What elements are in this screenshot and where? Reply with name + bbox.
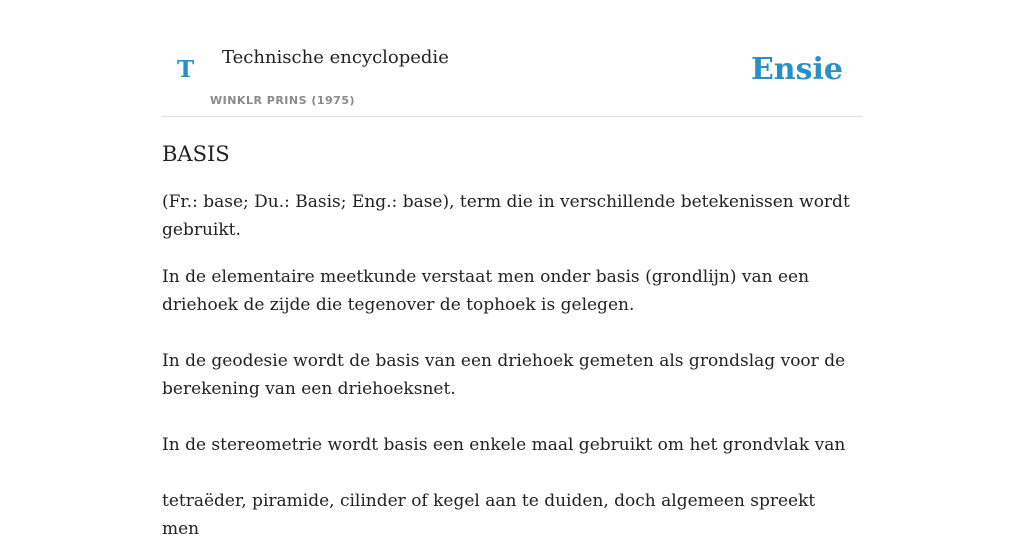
article-paragraph: In de stereometrie wordt basis een enkele maal gebruikt om het grondvlak van: [162, 435, 846, 455]
article-paragraph: tetraëder, piramide, cilinder of kegel aan te duiden, doch algemeen spreekt men: [162, 491, 816, 539]
ensie-brand-logo[interactable]: Ensie: [750, 52, 843, 87]
header: [162, 0, 862, 117]
encyclopedia-title-link[interactable]: Technische encyclopedie: [222, 47, 449, 68]
article-paragraph: In de geodesie wordt de basis van een driehoek gemeten als grondslag voor de berekening van een driehoeksnet.: [162, 351, 846, 399]
article: [162, 138, 852, 543]
article-paragraph: In de elementaire meetkunde verstaat men onder basis (grondlijn) van een driehoek de zijde die tegenover de tophoek is gelegen.: [162, 267, 810, 315]
encyclopedia-subtitle: WINKLR PRINS (1975): [210, 94, 356, 107]
encyclopedia-logo-icon[interactable]: T: [177, 56, 195, 83]
article-title: BASIS: [162, 142, 230, 166]
article-paragraph: (Fr.: base; Du.: Basis; Eng.: base), term die in verschillende betekenissen wordt gebruikt.: [162, 192, 850, 240]
